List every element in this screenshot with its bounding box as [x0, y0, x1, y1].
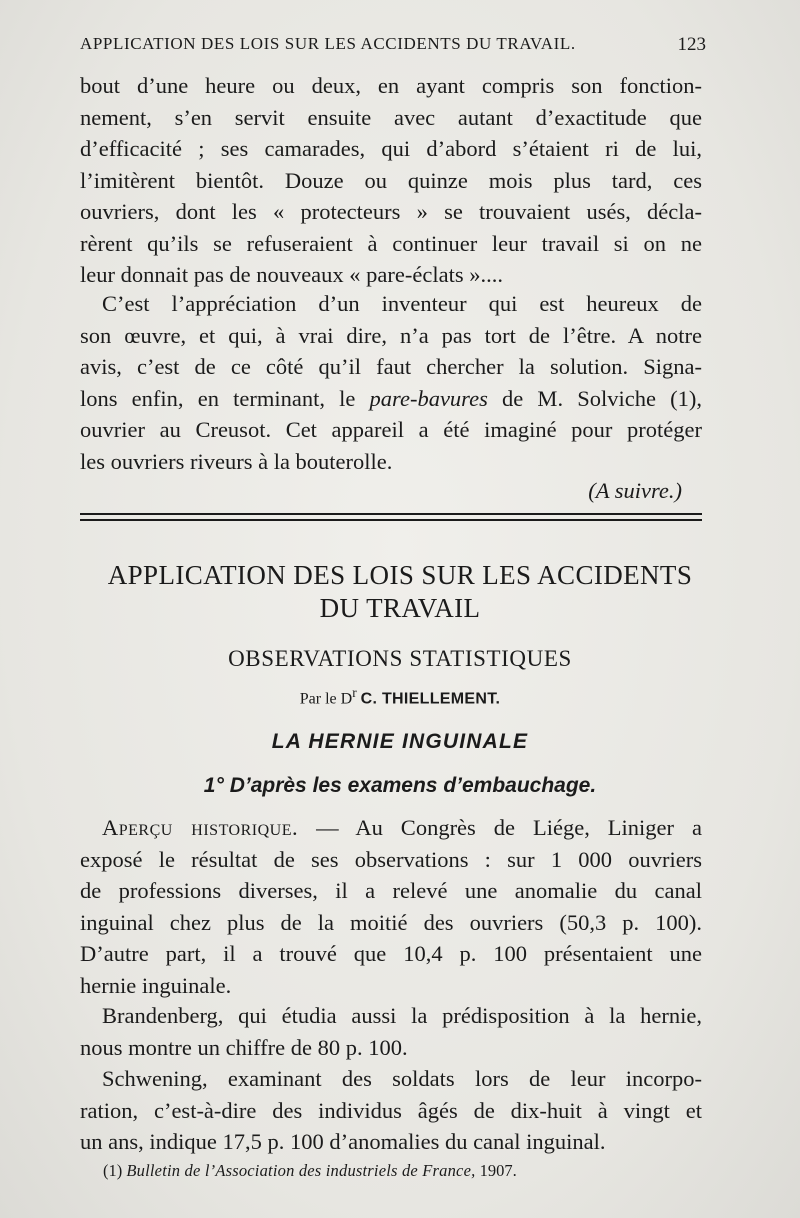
text-run: lons enfin, en terminant, le [80, 385, 370, 411]
footnote-mark: (1) [103, 1161, 123, 1180]
text-line: ouvriers, dont les « protecteurs » se trouvaient usés, décla- [80, 199, 702, 224]
text-line: bout d’une heure ou deux, en ayant compris son fonction- [80, 73, 702, 98]
text-line: de professions diverses, il a relevé une anomalie du canal [80, 878, 702, 903]
separator-rule [80, 519, 702, 521]
article-title-line-1: APPLICATION DES LOIS SUR LES ACCIDENTS [107, 560, 693, 590]
text-line: l’imitèrent bientôt. Douze ou quinze mois plus tard, ces [80, 167, 702, 193]
byline-sup: r [352, 685, 357, 700]
italic-term: pare-bavures [369, 385, 488, 411]
text-line: C’est l’appréciation d’un inventeur qui est heureux de [102, 291, 702, 316]
text-line: exposé le résultat de ses observations : sur 1 000 ouvriers [80, 846, 702, 872]
author-name: C. THIELLEMENT. [360, 690, 501, 708]
text-line: rèrent qu’ils se refuseraient à continuer leur travail si on ne [80, 230, 702, 256]
text-line: son œuvre, et qui, à vrai dire, n’a pas tort de l’être. A notre [80, 322, 702, 348]
text-line: ouvrier au Creusot. Cet appareil a été imaginé pour protéger [80, 417, 702, 442]
running-head-title: APPLICATION DES LOIS SUR LES ACCIDENTS DU TRAVAIL. [80, 34, 576, 53]
text-run: — Au Congrès de Liége, Liniger a [298, 815, 702, 840]
byline-prefix: Par le D [299, 690, 353, 708]
text-line [80, 383, 702, 415]
text-line: nous montre un chiffre de 80 p. 100. [80, 1034, 408, 1060]
text-line: leur donnait pas de nouveaux « pare-éclats ».... [80, 262, 503, 287]
article-paragraph-2 [80, 1000, 702, 1063]
text-line: les ouvriers riveurs à la bouterolle. [80, 448, 393, 474]
page-number: 123 [677, 34, 706, 55]
text-line: avis, c’est de ce côté qu’il faut chercher la solution. Signa- [80, 354, 702, 379]
text-line: nement, s’en servit ensuite avec autant d’exactitude que [80, 104, 702, 130]
article-subtitle: OBSERVATIONS STATISTIQUES [228, 646, 572, 671]
byline [0, 685, 800, 708]
text-run: de M. Solviche (1), [487, 385, 703, 411]
running-head [80, 34, 706, 56]
separator-rule [80, 513, 702, 515]
text-line: hernie inguinale. [80, 972, 232, 998]
text-line: D’autre part, il a trouvé que 10,4 p. 100 présentaient une [80, 941, 702, 966]
lead-in: Aperçu historique. [102, 815, 299, 840]
article-title-line-2: DU TRAVAIL [319, 593, 481, 623]
text-line: un ans, indique 17,5 p. 100 d’anomalies du canal inguinal. [80, 1129, 606, 1154]
text-line: inguinal chez plus de la moitié des ouvriers (50,3 p. 100). [80, 909, 702, 935]
article-paragraph-1 [80, 812, 702, 1001]
text-line: Schwening, examinant des soldats lors de leur incorpo- [102, 1066, 702, 1091]
text-line: d’efficacité ; ses camarades, qui d’abord s’étaient ri de lui, [80, 136, 702, 161]
footnote-text: Bulletin de l’Association des industriels de France, [126, 1161, 476, 1180]
continued-paragraph-1 [80, 70, 702, 291]
text-line [80, 812, 702, 844]
footnote [103, 1161, 517, 1181]
footnote-year: 1907. [479, 1161, 517, 1180]
a-suivre: (A suivre.) [588, 478, 682, 503]
text-line: ration, c’est-à-dire des individus âgés de dix-huit à vingt et [80, 1097, 702, 1123]
subsection-heading: 1° D’après les examens d’embauchage. [203, 774, 597, 797]
continued-paragraph-2 [80, 288, 702, 477]
article-paragraph-3 [80, 1063, 702, 1158]
text-line: Brandenberg, qui étudia aussi la prédisposition à la hernie, [102, 1003, 702, 1028]
section-heading: LA HERNIE INGUINALE [271, 730, 529, 753]
